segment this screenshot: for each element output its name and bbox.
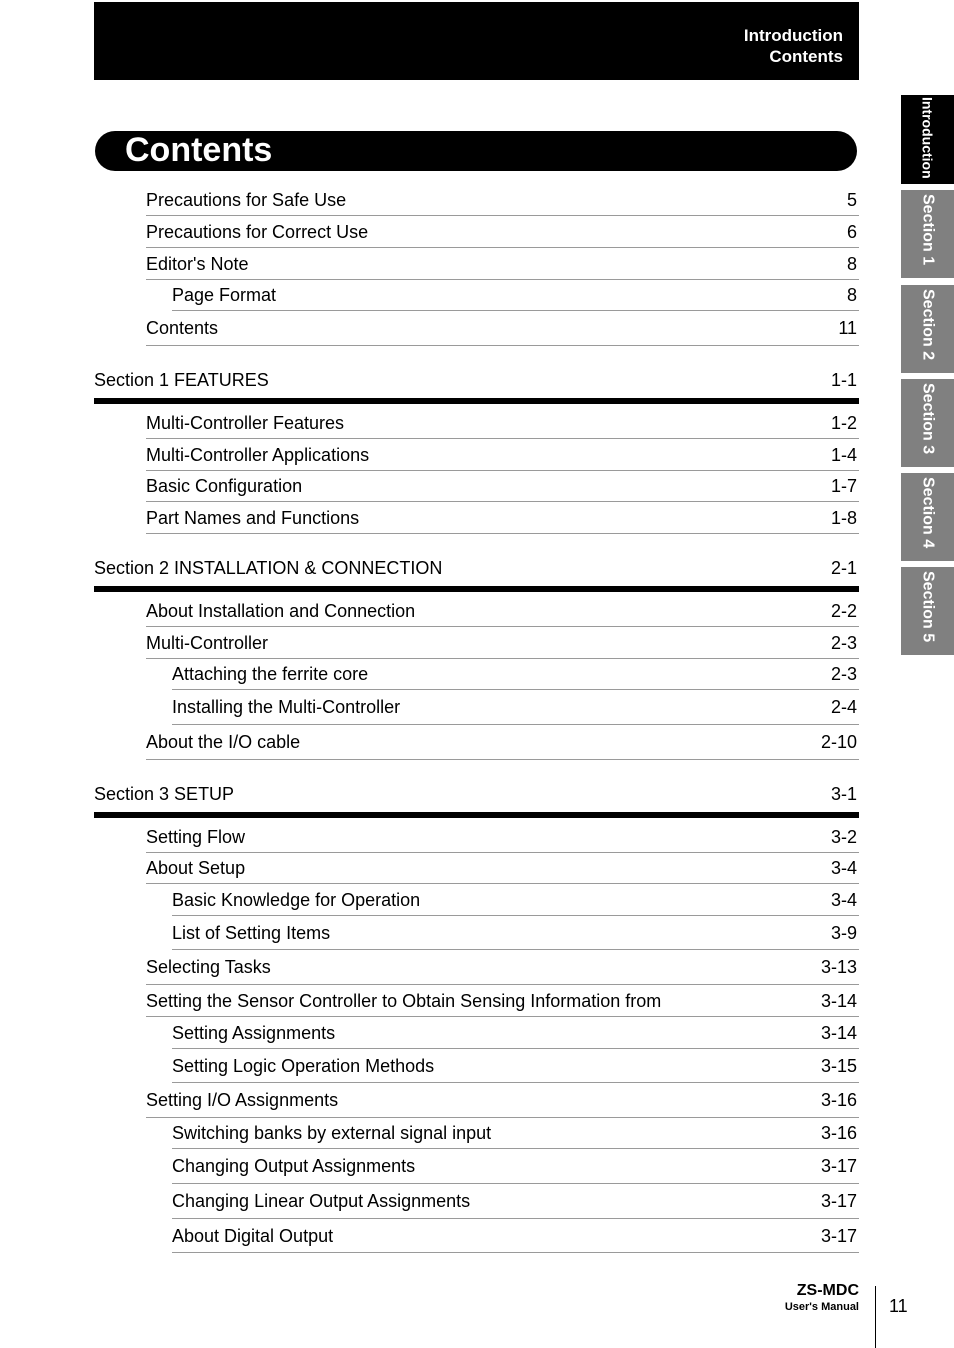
toc-subentry[interactable]: Switching banks by external signal input 3-16 [172, 1118, 859, 1149]
footer-model: ZS-MDC [796, 1282, 859, 1299]
toc-entry[interactable]: Selecting Tasks 3-13 [146, 950, 859, 985]
toc-entry[interactable]: Setting the Sensor Controller to Obtain Sensing Information from 3-14 [146, 985, 859, 1017]
section-divider [94, 586, 859, 592]
header-chapter: Introduction [743, 26, 843, 45]
toc-entry[interactable]: Contents 11 [146, 311, 859, 346]
toc-entry[interactable]: Basic Configuration 1-7 [146, 471, 859, 502]
footer-divider [875, 1286, 876, 1348]
tab-introduction[interactable]: Introduction [901, 95, 954, 184]
toc-subentry[interactable]: Setting Logic Operation Methods 3-15 [172, 1049, 859, 1083]
toc-entry[interactable]: Setting I/O Assignments 3-16 [146, 1083, 859, 1118]
tab-section-2[interactable]: Section 2 [901, 285, 954, 373]
toc-subentry[interactable]: About Digital Output 3-17 [172, 1219, 859, 1253]
toc-entry[interactable]: Setting Flow 3-2 [146, 821, 859, 853]
tab-section-3[interactable]: Section 3 [901, 379, 954, 467]
toc-entry[interactable]: Multi-Controller Features 1-2 [146, 408, 859, 439]
section-divider [94, 398, 859, 404]
toc-entry[interactable]: About the I/O cable 2-10 [146, 725, 859, 760]
toc-subentry[interactable]: Attaching the ferrite core 2-3 [172, 659, 859, 690]
toc-subentry[interactable]: Basic Knowledge for Operation 3-4 [172, 884, 859, 916]
toc-entry[interactable]: Part Names and Functions 1-8 [146, 502, 859, 534]
tab-section-5[interactable]: Section 5 [901, 567, 954, 655]
tab-section-1[interactable]: Section 1 [901, 190, 954, 278]
page-title: Contents [125, 131, 273, 169]
toc-subentry[interactable]: Changing Output Assignments 3-17 [172, 1149, 859, 1184]
toc-subentry[interactable]: Page Format 8 [172, 280, 859, 311]
toc-entry[interactable]: Multi-Controller Applications 1-4 [146, 439, 859, 471]
toc-entry[interactable]: Precautions for Safe Use 5 [146, 185, 859, 216]
footer-manual-label: User's Manual [784, 1301, 859, 1313]
toc-entry[interactable]: Precautions for Correct Use 6 [146, 216, 859, 248]
toc-section-3[interactable]: Section 3 SETUP 3-1 [94, 784, 857, 804]
toc-entry[interactable]: About Installation and Connection 2-2 [146, 596, 859, 627]
page-number: 11 [889, 1296, 908, 1316]
section-divider [94, 812, 859, 818]
toc-section-1[interactable]: Section 1 FEATURES 1-1 [94, 370, 857, 390]
toc-entry[interactable]: About Setup 3-4 [146, 853, 859, 884]
toc-subentry[interactable]: Installing the Multi-Controller 2-4 [172, 690, 859, 725]
toc-subentry[interactable]: List of Setting Items 3-9 [172, 916, 859, 950]
tab-section-4[interactable]: Section 4 [901, 473, 954, 561]
toc-subentry[interactable]: Setting Assignments 3-14 [172, 1017, 859, 1049]
toc-section-2[interactable]: Section 2 INSTALLATION & CONNECTION 2-1 [94, 558, 857, 578]
footer-brand [785, 1282, 859, 1314]
title-banner [95, 131, 857, 171]
header-page-topic: Contents [769, 47, 843, 66]
toc-subentry[interactable]: Changing Linear Output Assignments 3-17 [172, 1184, 859, 1219]
toc-entry[interactable]: Editor's Note 8 [146, 248, 859, 280]
page-header [94, 2, 859, 80]
toc-entry[interactable]: Multi-Controller 2-3 [146, 627, 859, 659]
